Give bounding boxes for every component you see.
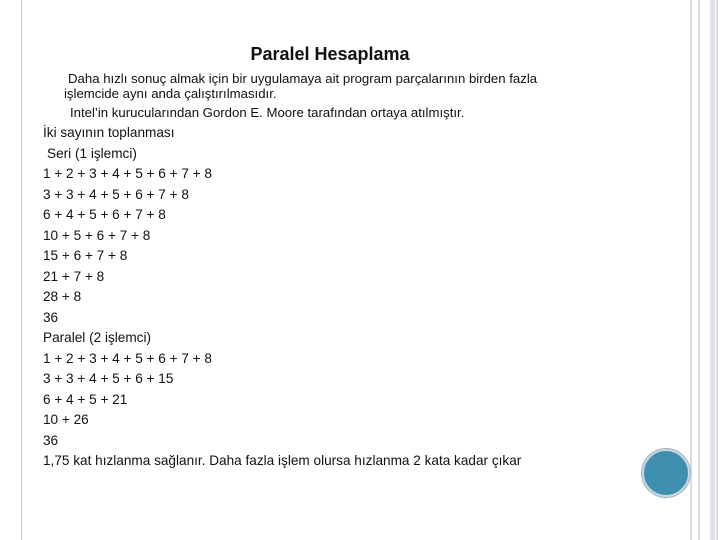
content-line: 1 + 2 + 3 + 4 + 5 + 6 + 7 + 8	[43, 166, 212, 181]
content-line: 10 + 5 + 6 + 7 + 8	[43, 227, 151, 243]
content-line: 1,75 kat hızlanma sağlanır. Daha fazla işlem olursa hızlanma 2 kata kadar çıkar	[43, 453, 522, 468]
content-line: 3 + 3 + 4 + 5 + 6 + 7 + 8	[43, 186, 189, 202]
moore-line: Intel’in kurucularından Gordon E. Moore tarafından ortaya atılmıştır.	[70, 105, 465, 120]
content-line: İki sayının toplanması	[43, 125, 175, 140]
content-line: 21 + 7 + 8	[43, 268, 105, 284]
content-line: Paralel (2 işlemci)	[43, 330, 152, 345]
right-frame-bar	[698, 0, 700, 540]
slide-title-text: Paralel Hesaplama	[250, 44, 410, 64]
right-frame-bar	[710, 0, 715, 540]
right-frame-bar	[690, 0, 692, 540]
intro-line-2: işlemcide aynı anda çalıştırılmasıdır.	[64, 86, 277, 101]
right-frame-bar	[716, 0, 718, 540]
content-line: 28 + 8	[43, 289, 82, 304]
content-line: 15 + 6 + 7 + 8	[43, 248, 128, 263]
content-lines	[43, 123, 521, 472]
content-line: 36	[43, 309, 59, 325]
content-line: 6 + 4 + 5 + 21	[43, 391, 128, 407]
intro-line-1: Daha hızlı sonuç almak için bir uygulamaya ait program parçalarının birden fazla	[68, 71, 538, 86]
content-line: 3 + 3 + 4 + 5 + 6 + 15	[43, 371, 174, 386]
content-line: Seri (1 işlemci)	[47, 145, 137, 161]
content-line: 6 + 4 + 5 + 6 + 7 + 8	[43, 207, 166, 222]
left-frame-line	[21, 0, 22, 540]
decorative-circle	[642, 449, 690, 497]
slide-title	[0, 44, 660, 65]
content-line: 10 + 26	[43, 412, 89, 427]
intro-paragraph	[64, 71, 624, 101]
content-line: 1 + 2 + 3 + 4 + 5 + 6 + 7 + 8	[43, 350, 212, 366]
content-line: 36	[43, 432, 59, 448]
